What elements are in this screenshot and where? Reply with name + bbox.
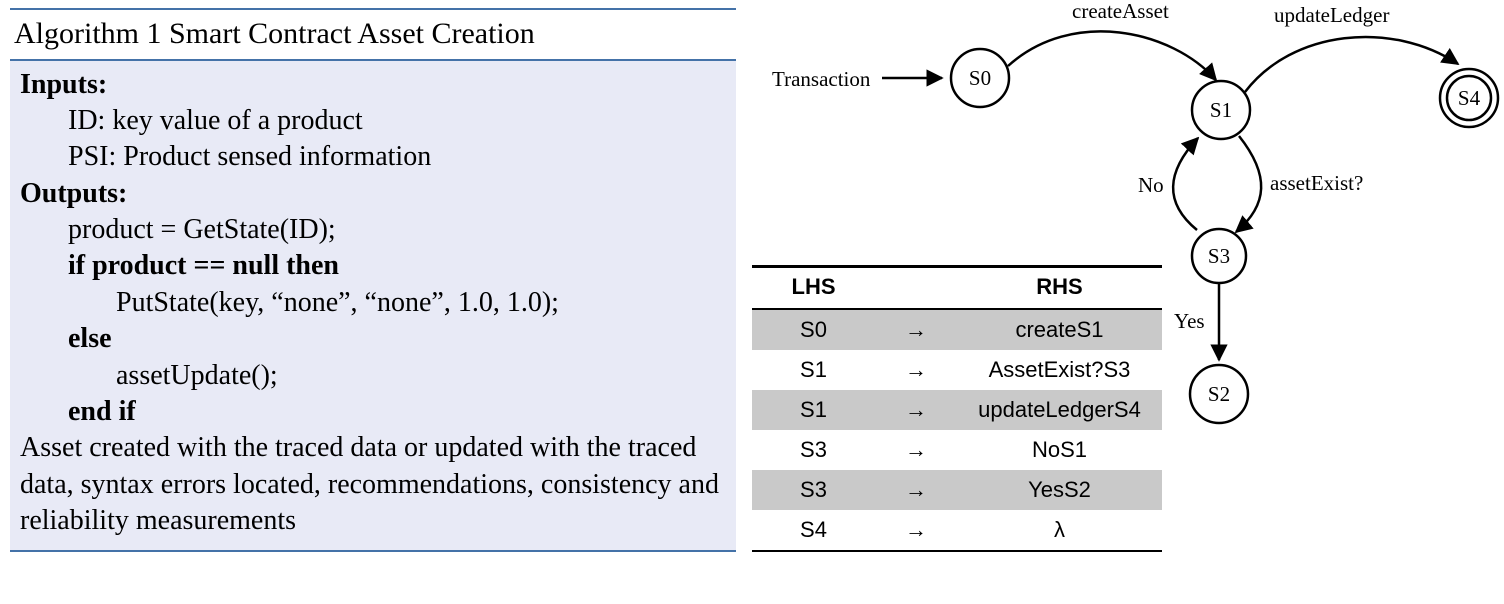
cell-rhs: λ — [1054, 517, 1065, 542]
algorithm-input-psi: PSI: Product sensed information — [68, 141, 432, 173]
edge-s3-to-s1-label: No — [1138, 173, 1164, 197]
column-header-rhs: RHS — [1036, 274, 1083, 299]
cell-lhs: S4 — [800, 517, 827, 542]
arrow-icon: → — [905, 517, 927, 542]
algorithm-line-if: if product == null then — [68, 250, 340, 282]
algorithm-line-putstate: PutState(key, “none”, “none”, 1.0, 1.0); — [116, 286, 559, 318]
cell-rhs: NoS1 — [1031, 437, 1088, 462]
edge-s3-to-s1 — [1173, 138, 1198, 230]
algorithm-box — [10, 8, 736, 596]
edge-s0-to-s1-label: createAsset — [1072, 0, 1169, 23]
table-row — [752, 510, 1162, 551]
edge-s0-to-s1 — [1008, 31, 1216, 80]
column-header-arrow — [875, 267, 957, 310]
algorithm-bottom-rule — [10, 550, 736, 552]
cell-lhs: S1 — [800, 357, 827, 382]
algorithm-input-id: ID: key value of a product — [68, 104, 363, 136]
table-row — [752, 470, 1162, 510]
cell-rhs: AssetExist?S3 — [988, 357, 1131, 382]
cell-rhs: YesS2 — [957, 470, 1162, 510]
state-s4-label: S4 — [1457, 86, 1481, 110]
edge-s1-to-s3-label: assetExist? — [1270, 171, 1364, 195]
cell-rhs: updateLedgerS4 — [957, 390, 1162, 430]
algorithm-line-else: else — [68, 323, 112, 355]
algorithm-line-endif: end if — [68, 396, 136, 428]
edge-s1-to-s3 — [1236, 136, 1261, 232]
state-s0-label: S0 — [968, 66, 992, 90]
table-row — [752, 390, 1162, 430]
edge-s3-to-s2-label: Yes — [1174, 309, 1205, 333]
column-header-lhs: LHS — [791, 274, 836, 299]
edge-s1-to-s4 — [1245, 37, 1458, 92]
cell-rhs: createS1 — [957, 309, 1162, 350]
right-panel — [742, 0, 1504, 604]
algorithm-line-assetupdate: assetUpdate(); — [116, 359, 278, 391]
production-rules-table — [752, 265, 1162, 552]
algorithm-line-getstate: product = GetState(ID); — [68, 214, 336, 246]
algorithm-body — [10, 61, 736, 550]
table-row — [752, 309, 1162, 350]
table-row — [752, 430, 1162, 470]
algorithm-inputs-label: Inputs: — [20, 68, 108, 100]
algorithm-outputs-label: Outputs: — [20, 177, 128, 209]
cell-lhs: S1 — [752, 390, 875, 430]
state-s3-label: S3 — [1207, 244, 1231, 268]
table-row — [752, 350, 1162, 390]
arrow-icon: → — [905, 437, 927, 462]
arrow-icon: → — [875, 470, 957, 510]
arrow-icon: → — [875, 309, 957, 350]
arrow-icon: → — [905, 357, 927, 382]
cell-lhs: S3 — [752, 470, 875, 510]
edge-s1-to-s4-label: updateLedger — [1274, 3, 1390, 27]
algorithm-closing-text: Asset created with the traced data or updated with the traced data, syntax errors located, recommendations, consistency and reliability measurements — [20, 432, 726, 537]
state-s2-label: S2 — [1207, 382, 1231, 406]
automaton-input-label: Transaction — [772, 67, 871, 91]
table-header-row — [752, 267, 1162, 310]
algorithm-title: Algorithm 1 Smart Contract Asset Creation — [14, 17, 535, 50]
state-s1-label: S1 — [1209, 98, 1233, 122]
cell-lhs: S3 — [800, 437, 827, 462]
cell-lhs: S0 — [752, 309, 875, 350]
arrow-icon: → — [875, 390, 957, 430]
